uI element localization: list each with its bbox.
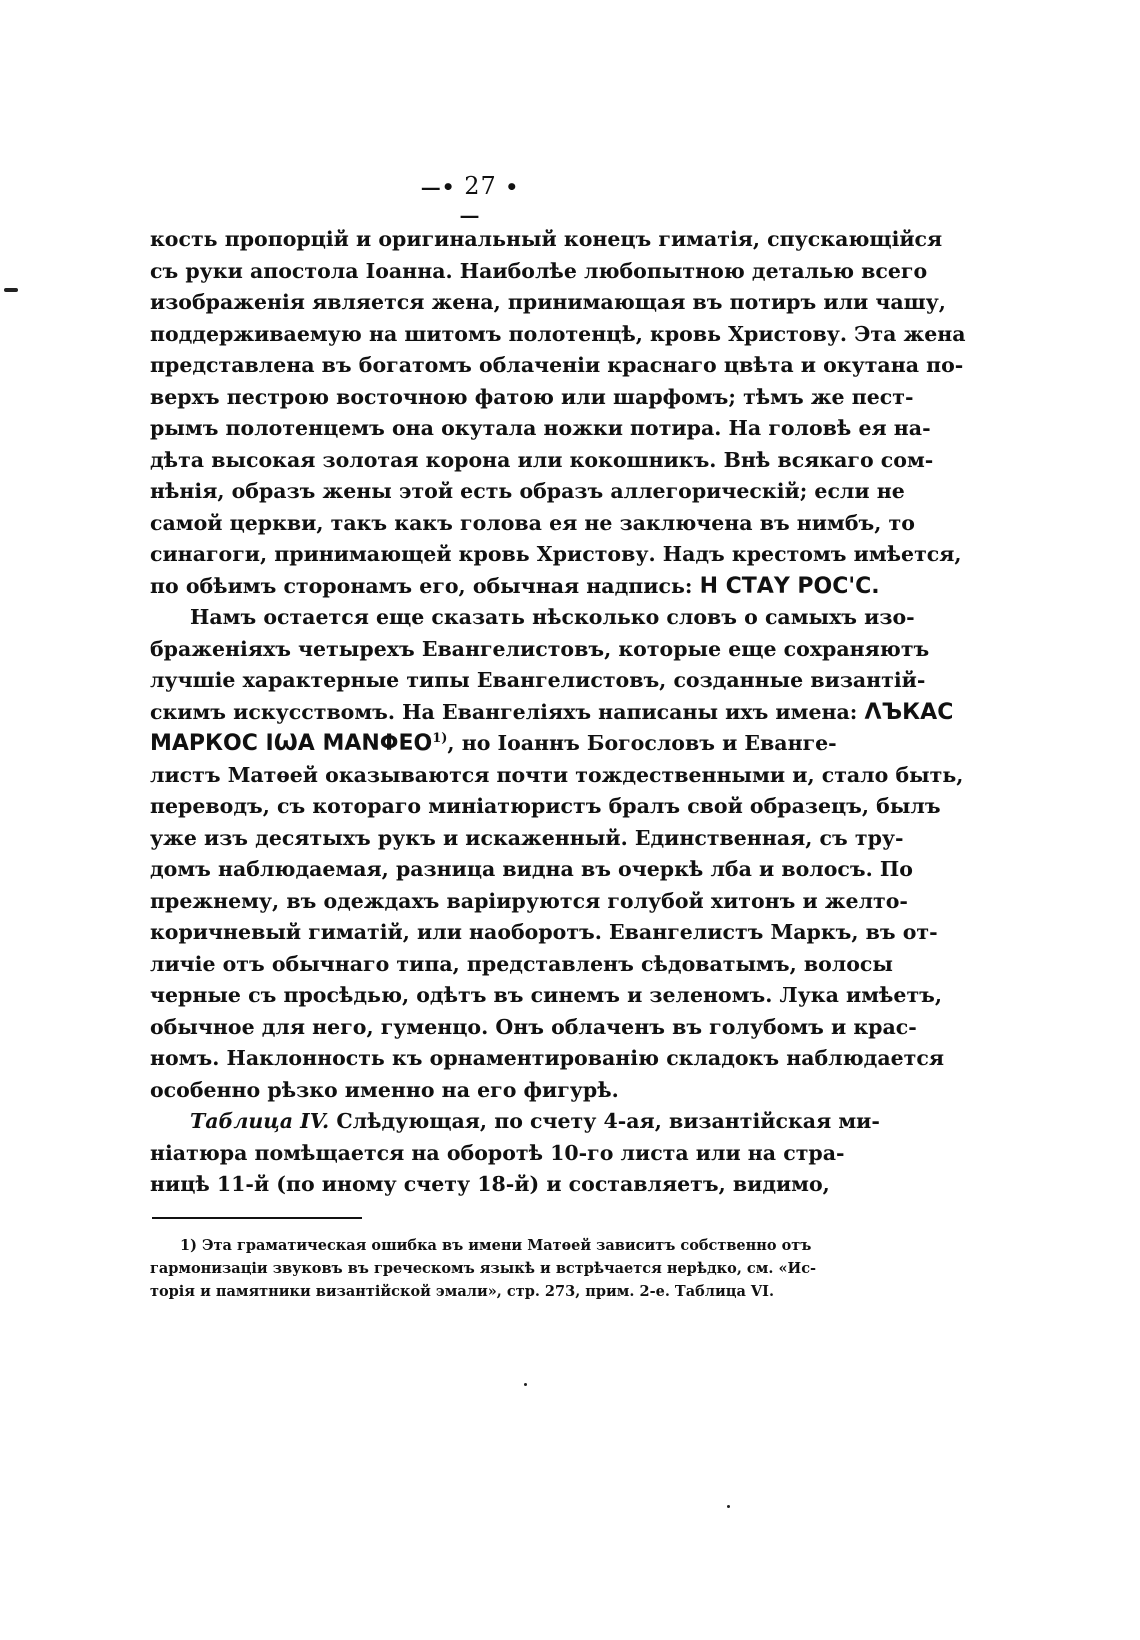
line-text: гармонизаціи звуковъ въ греческомъ языкѣ и встрѣчается нерѣдко, см. «Ис- xyxy=(150,1260,817,1277)
line-text: личіе отъ обычнаго типа, представленъ сѣдоватымъ, волосы xyxy=(150,951,893,976)
line-text: 1) Эта граматическая ошибка въ имени Матѳей зависитъ собственно отъ xyxy=(180,1237,812,1254)
text-line xyxy=(150,980,943,1012)
right-ornament: •— xyxy=(459,175,520,227)
line-text: черные съ просѣдью, одѣтъ въ синемъ и зеленомъ. Лука имѣетъ, xyxy=(150,983,943,1007)
line-text: дѣта высокая золотая корона или кокошникъ. Внѣ всякаго сом- xyxy=(150,447,934,472)
line-text: уже изъ десятыхъ рукъ и искаженный. Единственная, съ тру- xyxy=(150,825,904,850)
line-text: рымъ полотенцемъ она окутала ножки потира. На головѣ ея на- xyxy=(150,416,931,440)
text-line xyxy=(150,476,905,508)
line-text: съ руки апостола Іоанна. Наиболѣе любопытною деталью всего xyxy=(150,258,928,283)
text-line xyxy=(150,1043,944,1075)
greek-text: ΛЪКАС xyxy=(864,699,954,725)
text-line xyxy=(150,823,904,855)
line-text: представлена въ богатомъ облаченіи краснаго цвѣта и окутана по- xyxy=(150,353,964,377)
text-line xyxy=(150,571,880,603)
text-line xyxy=(150,760,964,792)
line-text: самой церкви, такъ какъ голова ея не заключена въ нимбъ, то xyxy=(150,510,915,535)
text-line xyxy=(150,697,954,729)
line-text: синагоги, принимающей кровь Христову. Надъ крестомъ имѣется, xyxy=(150,542,962,566)
text-line xyxy=(150,319,966,351)
ital-text: Таблица IV. xyxy=(190,1109,330,1133)
footnotes xyxy=(150,1234,817,1303)
text-line xyxy=(150,1234,812,1257)
line-text: кость пропорцій и оригинальный конецъ гиматія, спускающійся xyxy=(150,227,943,251)
text-line xyxy=(150,1075,804,1107)
scan-mark xyxy=(524,1383,527,1386)
page-number-text: 27 xyxy=(464,172,497,200)
greek-text: МАРКОС ІѠА ΜΑΝΦΕΟ xyxy=(150,731,433,756)
text-line xyxy=(150,413,931,445)
text-line xyxy=(150,382,914,414)
line-text: лучшіе характерные типы Евангелистовъ, созданные византій- xyxy=(150,668,926,692)
text-line xyxy=(150,634,930,666)
text-line xyxy=(150,1280,804,1303)
body-text xyxy=(150,224,966,1201)
text-line xyxy=(150,728,837,760)
line-text: нѣнія, образъ жены этой есть образъ аллегорическій; если не xyxy=(150,479,905,503)
line-text: домъ наблюдаемая, разница видна въ очеркѣ лба и волосъ. По xyxy=(150,857,913,881)
text-line xyxy=(150,665,926,697)
greek-text: Η СΤΑΥ ΡΟС'С. xyxy=(699,573,880,599)
text-line xyxy=(150,1012,917,1044)
text-line xyxy=(150,1257,817,1280)
text-line xyxy=(150,1106,880,1138)
text-line xyxy=(150,445,934,477)
left-ornament: —• xyxy=(420,175,456,199)
line-text: особенно рѣзко именно на его фигурѣ. xyxy=(150,1077,619,1102)
line-text: по обѣимъ сторонамъ его, обычная надпись: xyxy=(150,573,700,598)
text-line xyxy=(150,256,928,288)
line-text: торія и памятники византійской эмали», стр. 273, прим. 2-е. Таблица VI. xyxy=(150,1283,774,1300)
footnote-divider xyxy=(152,1217,362,1219)
line-text: коричневый гиматій, или наоборотъ. Евангелистъ Маркъ, въ от- xyxy=(150,920,938,944)
text-line xyxy=(150,949,893,981)
line-text: переводъ, съ котораго миніатюристъ бралъ свой образецъ, былъ xyxy=(150,794,941,818)
line-text: поддерживаемую на шитомъ полотенцѣ, кровь Христову. Эта жена xyxy=(150,321,966,346)
text-line xyxy=(150,917,938,949)
line-text: листъ Матѳей оказываются почти тождественными и, стало быть, xyxy=(150,762,964,787)
line-text: номъ. Наклонность къ орнаментированію складокъ наблюдается xyxy=(150,1046,944,1070)
text-line xyxy=(150,1169,830,1201)
line-text: Слѣдующая, по счету 4-ая, византійская ми- xyxy=(329,1109,880,1133)
text-line xyxy=(150,854,913,886)
text-line xyxy=(150,1138,845,1170)
text-line xyxy=(150,791,941,823)
line-text: изображенія является жена, принимающая въ потиръ или чашу, xyxy=(150,290,946,314)
line-text: прежнему, въ одеждахъ варіируются голубой хитонъ и желто- xyxy=(150,888,908,913)
line-text: Намъ остается еще сказать нѣсколько словъ о самыхъ изо- xyxy=(190,605,915,629)
text-line xyxy=(150,508,915,540)
scan-mark xyxy=(4,288,18,292)
text-line xyxy=(150,224,943,256)
text-line xyxy=(150,287,946,319)
line-text: 1) xyxy=(432,731,448,747)
scan-mark xyxy=(727,1505,730,1508)
text-line xyxy=(150,539,962,571)
line-text: ніатюра помѣщается на оборотѣ 10-го листа или на стра- xyxy=(150,1140,845,1165)
line-text: браженіяхъ четырехъ Евангелистовъ, которые еще сохраняютъ xyxy=(150,636,930,661)
line-text: верхъ пестрою восточною фатою или шарфомъ; тѣмъ же пест- xyxy=(150,384,914,409)
text-line xyxy=(150,602,915,634)
text-line xyxy=(150,886,908,918)
line-text: скимъ искусствомъ. На Евангеліяхъ написаны ихъ имена: xyxy=(150,699,865,724)
page-number xyxy=(420,172,520,228)
line-text: , но Іоаннъ Богословъ и Еванге- xyxy=(447,731,837,755)
text-line xyxy=(150,350,964,382)
line-text: ницѣ 11-й (по иному счету 18-й) и составляетъ, видимо, xyxy=(150,1172,830,1196)
line-text: обычное для него, гуменцо. Онъ облаченъ въ голубомъ и крас- xyxy=(150,1014,917,1039)
